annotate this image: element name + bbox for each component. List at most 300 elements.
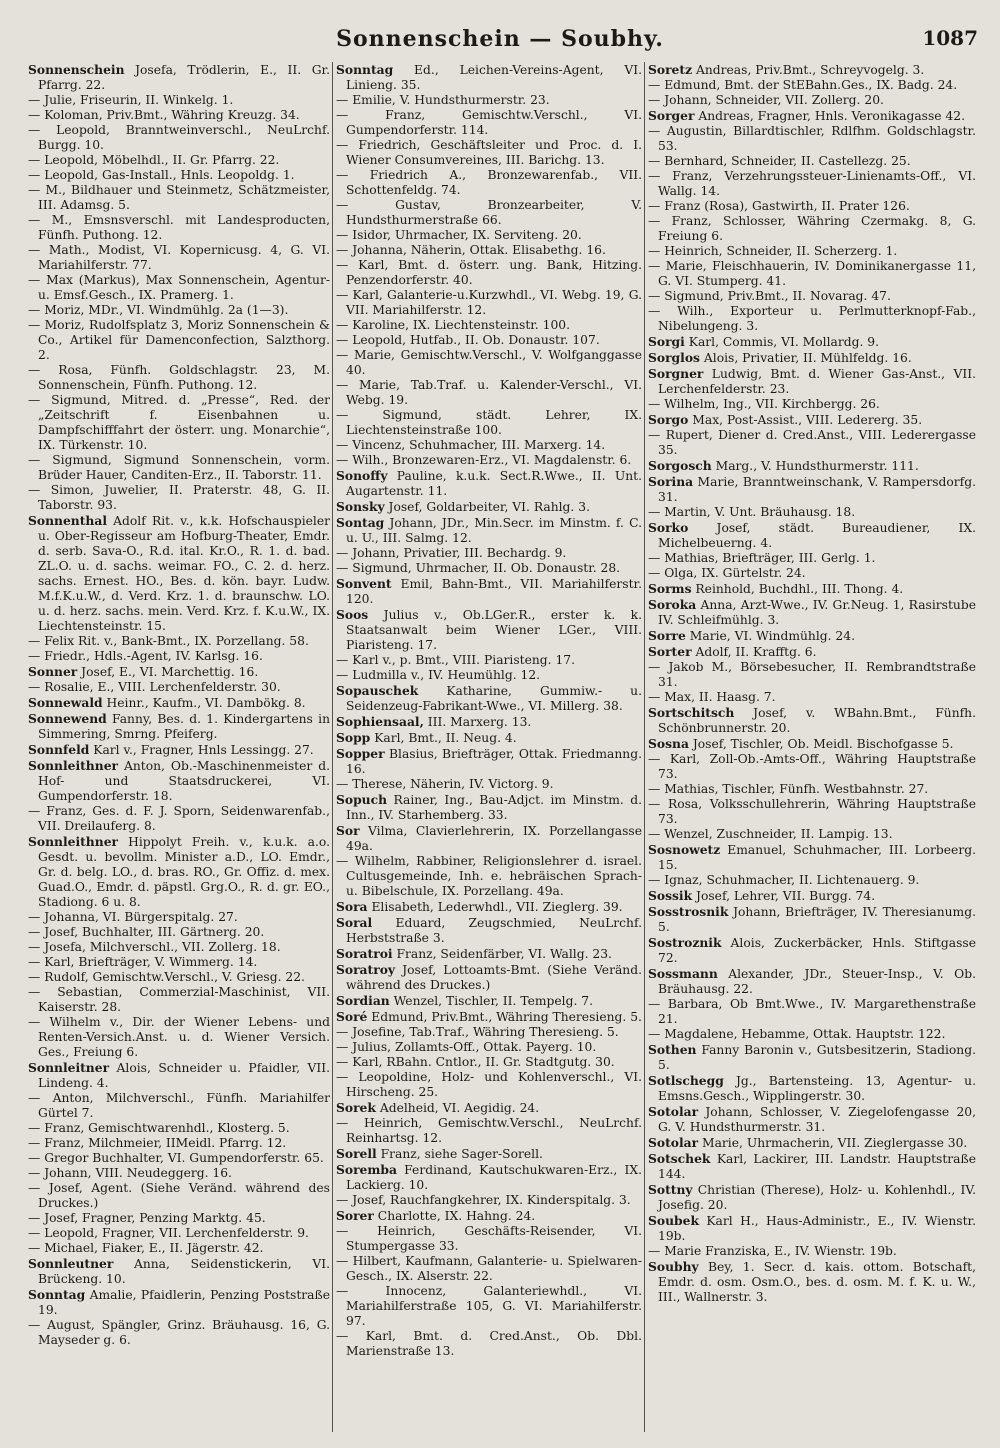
directory-entry xyxy=(28,925,330,940)
entry-surname: Sotschek xyxy=(648,1151,711,1166)
directory-entry xyxy=(28,1151,330,1166)
directory-entry xyxy=(28,680,330,695)
entry-surname: Sottny xyxy=(648,1182,693,1197)
entry-surname: Sor xyxy=(336,823,360,838)
entry-text: — Julie, Friseurin, II. Winkelg. 1. xyxy=(28,93,234,107)
column-1 xyxy=(28,62,330,1442)
entry-text: — Martin, V. Unt. Bräuhausg. 18. xyxy=(648,505,856,519)
entry-surname: Soubek xyxy=(648,1213,699,1228)
entry-text: — Julius, Zollamts-Off., Ottak. Payerg. 10. xyxy=(336,1040,597,1054)
entry-text: — Gustav, Bronzearbeiter, V. Hundsthurmerstraße 66. xyxy=(336,198,642,227)
entry-text: Johann, JDr., Min.Secr. im Minstm. f. C. u. U., III. Salmg. 12. xyxy=(346,516,642,545)
directory-entry xyxy=(28,1287,330,1318)
directory-entry xyxy=(648,199,976,214)
entry-text: — Karl, Bmt. d. Cred.Anst., Ob. Dbl. Marienstraße 13. xyxy=(336,1329,642,1358)
directory-entry xyxy=(28,1256,330,1287)
directory-entry xyxy=(336,899,642,915)
directory-entry xyxy=(28,1318,330,1348)
entry-surname: Sosnowetz xyxy=(648,842,721,857)
entry-text: Reinhold, Buchdhl., III. Thong. 4. xyxy=(691,582,904,596)
directory-entry xyxy=(648,628,976,644)
directory-entry xyxy=(336,198,642,228)
entry-text: Josefa, Trödlerin, E., II. Gr. Pfarrg. 22. xyxy=(38,63,330,92)
directory-entry xyxy=(28,1015,330,1060)
entry-text: — Franz, Verzehrungssteuer-Linienamts-Off., VI. Wallg. 14. xyxy=(648,169,976,198)
directory-entry xyxy=(648,597,976,628)
entry-text: Andreas, Priv.Bmt., Schreyvogelg. 3. xyxy=(692,63,925,77)
entry-text: — Moriz, Rudolfsplatz 3, Moriz Sonnenschein & Co., Artikel für Damenconfection, Salzthorg. 2. xyxy=(28,318,330,362)
directory-entry xyxy=(336,668,642,683)
entry-surname: Sonnleutner xyxy=(28,1256,114,1271)
directory-entry xyxy=(28,318,330,363)
directory-entry xyxy=(28,1060,330,1091)
directory-entry xyxy=(28,711,330,742)
entry-surname: Sorgner xyxy=(648,366,704,381)
directory-entry xyxy=(336,1193,642,1208)
entry-text: — Leopold, Möbelhdl., II. Gr. Pfarrg. 22. xyxy=(28,153,280,167)
entry-text: — Leopoldine, Holz- und Kohlenverschl., VI. Hirscheng. 25. xyxy=(336,1070,642,1099)
entry-text: — Johann, VIII. Neudeggerg. 16. xyxy=(28,1166,232,1180)
entry-text: Max, Post-Assist., VIII. Ledererg. 35. xyxy=(688,413,923,427)
entry-text: — Rosa, Fünfh. Goldschlagstr. 23, M. Sonnenschein, Fünfh. Puthong. 12. xyxy=(28,363,330,392)
directory-entry xyxy=(28,649,330,664)
entry-text: Josef, v. WBahn.Bmt., Fünfh. Schönbrunnerstr. 20. xyxy=(658,706,976,735)
directory-entry xyxy=(28,1091,330,1121)
directory-entry xyxy=(648,259,976,289)
directory-entry xyxy=(28,363,330,393)
entry-surname: Sossik xyxy=(648,888,693,903)
entry-text: — August, Spängler, Grinz. Bräuhausg. 16, G. Mayseder g. 6. xyxy=(28,1318,330,1347)
directory-entry xyxy=(648,827,976,842)
directory-entry xyxy=(648,797,976,827)
entry-text: Edmund, Priv.Bmt., Währing Theresieng. 5. xyxy=(367,1010,642,1024)
directory-entry xyxy=(28,1211,330,1226)
entry-text: — Karl, Briefträger, V. Wimmerg. 14. xyxy=(28,955,258,969)
entry-surname: Sorgo xyxy=(648,412,689,427)
entry-text: Bey, 1. Secr. d. kais. ottom. Botschaft, Emdr. d. osm. Osm.O., bes. d. osm. M. f. K. u. W., III., Wallnerstr. 3. xyxy=(658,1260,976,1304)
entry-text: — Johanna, Näherin, Ottak. Elisabethg. 16. xyxy=(336,243,606,257)
directory-entry xyxy=(648,428,976,458)
directory-entry xyxy=(648,334,976,350)
entry-surname: Sonoffy xyxy=(336,468,388,483)
entry-surname: Sorko xyxy=(648,520,689,535)
entry-text: — Sigmund, städt. Lehrer, IX. Liechtensteinstraße 100. xyxy=(336,408,642,437)
directory-entry xyxy=(336,777,642,792)
directory-entry xyxy=(648,566,976,581)
entry-text: — Leopold, Branntweinverschl., NeuLrchf. Burgg. 10. xyxy=(28,123,330,152)
entry-surname: Sonner xyxy=(28,664,78,679)
entry-text: — M., Emsnsverschl. mit Landesproducten, Fünfh. Puthong. 12. xyxy=(28,213,330,242)
entry-text: Katharine, Gummiw.- u. Seidenzeug-Fabrikant-Wwe., VI. Millerg. 38. xyxy=(346,684,642,713)
directory-entry xyxy=(28,168,330,183)
directory-entry xyxy=(336,168,642,198)
entry-text: — M., Bildhauer und Steinmetz, Schätzmeister, III. Adamsg. 5. xyxy=(28,183,330,212)
directory-entry xyxy=(648,935,976,966)
directory-entry xyxy=(648,412,976,428)
entry-surname: Sorina xyxy=(648,474,694,489)
directory-entry xyxy=(28,123,330,153)
directory-entry xyxy=(336,1025,642,1040)
entry-surname: Soral xyxy=(336,915,373,930)
entry-text: — Franz, Gemischtwarenhdl., Klosterg. 5. xyxy=(28,1121,290,1135)
entry-text: Alois, Zuckerbäcker, Hnls. Stiftgasse 72. xyxy=(658,936,976,965)
entry-text: III. Marxerg. 13. xyxy=(423,715,532,729)
running-title: Sonnenschein — Soubhy. xyxy=(336,26,664,52)
directory-entry xyxy=(648,154,976,169)
directory-entry xyxy=(336,683,642,714)
directory-entry xyxy=(648,888,976,904)
entry-text: Marie, VI. Windmühlg. 24. xyxy=(685,629,855,643)
entry-text: Fanny, Bes. d. 1. Kindergartens in Simmering, Smrng. Pfeiferg. xyxy=(38,712,330,741)
directory-entry xyxy=(336,714,642,730)
entry-text: — Innocenz, Galanteriewhdl., VI. Mariahilferstraße 105, G. VI. Mariahilferstr. 97. xyxy=(336,1284,642,1328)
entry-text: — Franz (Rosa), Gastwirth, II. Prater 126. xyxy=(648,199,910,213)
directory-entry xyxy=(28,834,330,910)
directory-entry xyxy=(336,1055,642,1070)
directory-entry xyxy=(648,705,976,736)
entry-text: — Karl v., p. Bmt., VIII. Piaristeng. 17. xyxy=(336,653,576,667)
entry-text: — Friedrich A., Bronzewarenfab., VII. Schottenfeldg. 74. xyxy=(336,168,642,197)
entry-text: Andreas, Fragner, Hnls. Veronikagasse 42. xyxy=(694,109,966,123)
directory-entry xyxy=(336,576,642,607)
directory-entry xyxy=(336,108,642,138)
directory-entry xyxy=(28,664,330,680)
directory-entry xyxy=(648,62,976,78)
column-divider xyxy=(644,62,645,1432)
directory-entry xyxy=(28,1226,330,1241)
entry-surname: Soratroi xyxy=(336,946,393,961)
directory-entry xyxy=(28,93,330,108)
entry-surname: Sonnleithner xyxy=(28,834,118,849)
directory-entry xyxy=(336,138,642,168)
entry-text: — Rosalie, E., VIII. Lerchenfelderstr. 30. xyxy=(28,680,281,694)
directory-entry xyxy=(648,505,976,520)
entry-text: Josef, städt. Bureaudiener, IX. Michelbeuerng. 4. xyxy=(658,521,976,550)
entry-surname: Sophiensaal, xyxy=(336,714,424,729)
directory-entry xyxy=(28,1181,330,1211)
directory-entry xyxy=(648,1182,976,1213)
directory-entry xyxy=(28,108,330,123)
directory-entry xyxy=(336,746,642,777)
directory-entry xyxy=(648,1151,976,1182)
directory-entry xyxy=(648,108,976,124)
directory-entry xyxy=(28,1241,330,1256)
entry-text: — Therese, Näherin, IV. Victorg. 9. xyxy=(336,777,554,791)
entry-text: — Wenzel, Zuschneider, II. Lampig. 13. xyxy=(648,827,893,841)
directory-entry xyxy=(28,742,330,758)
directory-entry xyxy=(648,690,976,705)
entry-text: Josef, Goldarbeiter, VI. Rahlg. 3. xyxy=(384,500,590,514)
directory-entry xyxy=(648,1244,976,1259)
directory-entry xyxy=(648,124,976,154)
entry-surname: Sosstrosnik xyxy=(648,904,729,919)
directory-entry xyxy=(28,1136,330,1151)
entry-text: — Rupert, Diener d. Cred.Anst., VIII. Lederergasse 35. xyxy=(648,428,976,457)
entry-surname: Sopp xyxy=(336,730,371,745)
entry-text: — Josef, Agent. (Siehe Veränd. während des Druckes.) xyxy=(28,1181,330,1210)
directory-entry xyxy=(336,515,642,546)
entry-surname: Sotolar xyxy=(648,1104,699,1119)
entry-text: — Felix Rit. v., Bank-Bmt., IX. Porzellang. 58. xyxy=(28,634,309,648)
directory-entry xyxy=(648,997,976,1027)
entry-text: Amalie, Pfaidlerin, Penzing Poststraße 19. xyxy=(38,1288,330,1317)
entry-text: Wenzel, Tischler, II. Tempelg. 7. xyxy=(389,994,594,1008)
directory-entry xyxy=(336,378,642,408)
entry-surname: Sorgosch xyxy=(648,458,712,473)
entry-text: Josef, E., VI. Marchettig. 16. xyxy=(77,665,259,679)
entry-text: — Koloman, Priv.Bmt., Währing Kreuzg. 34. xyxy=(28,108,300,122)
directory-entry xyxy=(648,458,976,474)
entry-text: Johann, Schlosser, V. Ziegelofengasse 20, G. V. Hundsthurmerstr. 31. xyxy=(658,1105,976,1134)
entry-text: — Friedr., Hdls.-Agent, IV. Karlsg. 16. xyxy=(28,649,263,663)
entry-surname: Sordian xyxy=(336,993,390,1008)
directory-entry xyxy=(28,970,330,985)
directory-entry xyxy=(336,1208,642,1224)
directory-entry xyxy=(648,244,976,259)
entry-text: — Sigmund, Mitred. d. „Presse“, Red. der „Zeitschrift f. Eisenbahnen u. Dampfschifffahrt der österr. ung. Monarchie“, IX. Türkenstr. 10. xyxy=(28,393,330,452)
entry-surname: Sonsky xyxy=(336,499,385,514)
entry-text: — Johann, Privatier, III. Bechardg. 9. xyxy=(336,546,567,560)
directory-entry xyxy=(28,453,330,483)
entry-surname: Sora xyxy=(336,899,368,914)
entry-surname: Sopuch xyxy=(336,792,388,807)
entry-text: — Max (Markus), Max Sonnenschein, Agentur- u. Emsf.Gesch., IX. Pramerg. 1. xyxy=(28,273,330,302)
directory-entry xyxy=(336,258,642,288)
directory-entry xyxy=(28,804,330,834)
entry-text: Anton, Ob.-Maschinenmeister d. Hof- und Staatsdruckerei, VI. Gumpendorferstr. 18. xyxy=(38,759,330,803)
directory-entry xyxy=(336,1009,642,1025)
entry-text: Josef, Tischler, Ob. Meidl. Bischofgasse 5. xyxy=(688,737,954,751)
entry-text: — Hilbert, Kaufmann, Galanterie- u. Spielwaren-Gesch., IX. Alserstr. 22. xyxy=(336,1254,642,1283)
entry-text: Heinr., Kaufm., VI. Dambökg. 8. xyxy=(102,696,306,710)
directory-entry xyxy=(648,304,976,334)
directory-entry xyxy=(648,78,976,93)
directory-entry xyxy=(28,910,330,925)
entry-text: Jg., Bartensteing. 13, Agentur- u. Emsns.Gesch., Wipplingerstr. 30. xyxy=(658,1074,976,1103)
entry-surname: Sopauschek xyxy=(336,683,419,698)
directory-entry xyxy=(648,966,976,997)
entry-text: — Augustin, Billardtischler, Rdlfhm. Goldschlagstr. 53. xyxy=(648,124,976,153)
entry-text: — Simon, Juwelier, II. Praterstr. 48, G. II. Taborstr. 93. xyxy=(28,483,330,512)
entry-text: — Olga, IX. Gürtelstr. 24. xyxy=(648,566,806,580)
entry-text: Karl v., Fragner, Hnls Lessingg. 27. xyxy=(89,743,314,757)
entry-text: — Jakob M., Börsebesucher, II. Rembrandtstraße 31. xyxy=(648,660,976,689)
entry-text: — Wilh., Exporteur u. Perlmutterknopf-Fab., Nibelungeng. 3. xyxy=(648,304,976,333)
directory-entry xyxy=(336,993,642,1009)
directory-entry xyxy=(648,93,976,108)
entry-text: — Edmund, Bmt. der StEBahn.Ges., IX. Badg. 24. xyxy=(648,78,958,92)
directory-entry xyxy=(28,393,330,453)
directory-entry xyxy=(336,730,642,746)
directory-entry xyxy=(648,551,976,566)
directory-entry xyxy=(336,946,642,962)
entry-text: — Sebastian, Commerzial-Maschinist, VII. Kaiserstr. 28. xyxy=(28,985,330,1014)
directory-entry xyxy=(336,453,642,468)
directory-entry xyxy=(336,243,642,258)
entry-text: Adolf Rit. v., k.k. Hofschauspieler u. Ober-Regisseur am Hofburg-Theater, Emdr. d. serb. Sava-O., R.d. ital. Kr.O., R. 1. d. bad. ZL.O. u. d. sachs. weimar. FO., C. 2. d. herz. sachs. Ernest. HO., Bes. d. kön. bayr. Ludw. M.f.K.u.W., d. Verd. Krz. 1. d. braunschw. LO. u. d. herz. sachs. mein. Verd. Krz. f. K.u.W., IX. Liechtensteinstr. 15. xyxy=(38,514,330,633)
entry-text: — Moriz, MDr., VI. Windmühlg. 2a (1—3). xyxy=(28,303,289,317)
entry-text: — Leopold, Hutfab., II. Ob. Donaustr. 107. xyxy=(336,333,600,347)
entry-text: — Wilhelm v., Dir. der Wiener Lebens- und Renten-Versich.Anst. u. d. Wiener Versich. Ges., Freiung 6. xyxy=(28,1015,330,1059)
entry-surname: Sotolar xyxy=(648,1135,699,1150)
page-number: 1087 xyxy=(922,26,978,50)
directory-entry xyxy=(336,1224,642,1254)
directory-entry xyxy=(336,1329,642,1359)
entry-text: — Ignaz, Schuhmacher, II. Lichtenauerg. 9. xyxy=(648,873,920,887)
entry-text: — Heinrich, Geschäfts-Reisender, VI. Stumpergasse 33. xyxy=(336,1224,642,1253)
entry-text: Christian (Therese), Holz- u. Kohlenhdl., IV. Josefig. 20. xyxy=(658,1183,976,1212)
entry-text: Anna, Seidenstickerin, VI. Brückeng. 10. xyxy=(38,1257,330,1286)
entry-surname: Sonntag xyxy=(28,1287,86,1302)
entry-text: — Math., Modist, VI. Kopernicusg. 4, G. VI. Mariahilferstr. 77. xyxy=(28,243,330,272)
entry-text: — Magdalene, Hebamme, Ottak. Hauptstr. 122. xyxy=(648,1027,946,1041)
entry-surname: Sothen xyxy=(648,1042,697,1057)
directory-entry xyxy=(648,366,976,397)
entry-surname: Sonnenschein xyxy=(28,62,125,77)
entry-surname: Sorell xyxy=(336,1146,377,1161)
entry-surname: Sonntag xyxy=(336,62,394,77)
entry-surname: Sontag xyxy=(336,515,385,530)
directory-entry xyxy=(336,653,642,668)
entry-text: — Wilh., Bronzewaren-Erz., VI. Magdalenstr. 6. xyxy=(336,453,632,467)
entry-text: Karl, Lackirer, III. Landstr. Hauptstraße 144. xyxy=(658,1152,976,1181)
entry-surname: Sonnleithner xyxy=(28,758,118,773)
entry-surname: Sopper xyxy=(336,746,385,761)
entry-surname: Soroka xyxy=(648,597,697,612)
column-divider xyxy=(332,62,333,1432)
entry-text: — Mathias, Tischler, Fünfh. Westbahnstr. 27. xyxy=(648,782,929,796)
directory-entry xyxy=(28,695,330,711)
entry-surname: Sorms xyxy=(648,581,692,596)
directory-entry xyxy=(28,213,330,243)
entry-text: Alois, Privatier, II. Mühlfeldg. 16. xyxy=(699,351,912,365)
directory-entry xyxy=(648,904,976,935)
entry-surname: Sorre xyxy=(648,628,686,643)
entry-text: Karl H., Haus-Administr., E., IV. Wienstr. 19b. xyxy=(658,1214,976,1243)
directory-entry xyxy=(648,214,976,244)
entry-text: — Josefa, Milchverschl., VII. Zollerg. 18. xyxy=(28,940,281,954)
directory-entry xyxy=(28,273,330,303)
entry-text: — Karoline, IX. Liechtensteinstr. 100. xyxy=(336,318,570,332)
entry-text: — Franz, Milchmeier, IIMeidl. Pfarrg. 12. xyxy=(28,1136,287,1150)
entry-text: Adolf, II. Krafftg. 6. xyxy=(691,645,817,659)
entry-text: — Max, II. Haasg. 7. xyxy=(648,690,776,704)
entry-text: — Karl, Zoll-Ob.-Amts-Off., Währing Hauptstraße 73. xyxy=(648,752,976,781)
directory-entry xyxy=(648,1042,976,1073)
entry-text: — Karl, Bmt. d. österr. ung. Bank, Hitzing. Penzendorferstr. 40. xyxy=(336,258,642,287)
directory-entry xyxy=(648,169,976,199)
entry-text: Blasius, Briefträger, Ottak. Friedmanng. 16. xyxy=(346,747,642,776)
entry-text: — Rudolf, Gemischtw.Verschl., V. Griesg. 22. xyxy=(28,970,305,984)
directory-entry xyxy=(336,915,642,946)
directory-entry xyxy=(28,955,330,970)
directory-entry xyxy=(336,499,642,515)
entry-text: — Mathias, Briefträger, III. Gerlg. 1. xyxy=(648,551,876,565)
directory-entry xyxy=(336,93,642,108)
directory-entry xyxy=(336,1162,642,1193)
entry-surname: Sosna xyxy=(648,736,689,751)
directory-entry xyxy=(648,873,976,888)
directory-entry xyxy=(28,513,330,634)
entry-text: Josef, Lottoamts-Bmt. (Siehe Veränd. während des Druckes.) xyxy=(346,963,642,992)
entry-surname: Sossmann xyxy=(648,966,718,981)
entry-text: Ed., Leichen-Vereins-Agent, VI. Linieng. 35. xyxy=(346,63,642,92)
directory-entry xyxy=(648,1073,976,1104)
entry-text: — Franz, Ges. d. F. J. Sporn, Seidenwarenfab., VII. Dreilauferg. 8. xyxy=(28,804,330,833)
column-3 xyxy=(648,62,976,1442)
entry-text: — Leopold, Fragner, VII. Lerchenfelderstr. 9. xyxy=(28,1226,309,1240)
entry-text: — Heinrich, Gemischtw.Verschl., NeuLrchf. Reinhartsg. 12. xyxy=(336,1116,642,1145)
entry-text: Vilma, Clavierlehrerin, IX. Porzellangasse 49a. xyxy=(346,824,642,853)
directory-entry xyxy=(28,985,330,1015)
directory-entry xyxy=(336,1040,642,1055)
entry-text: — Marie Franziska, E., IV. Wienstr. 19b. xyxy=(648,1244,897,1258)
entry-text: — Marie, Tab.Traf. u. Kalender-Verschl., VI. Webg. 19. xyxy=(336,378,642,407)
entry-surname: Sorer xyxy=(336,1208,374,1223)
directory-entry xyxy=(648,397,976,412)
directory-entry xyxy=(336,333,642,348)
entry-text: — Bernhard, Schneider, II. Castellezg. 25. xyxy=(648,154,911,168)
directory-entry xyxy=(336,348,642,378)
directory-entry xyxy=(648,752,976,782)
entry-surname: Sonnfeld xyxy=(28,742,90,757)
directory-entry xyxy=(28,1166,330,1181)
entry-surname: Sortschitsch xyxy=(648,705,735,720)
entry-surname: Soretz xyxy=(648,62,693,77)
entry-text: Josef, Lehrer, VII. Burgg. 74. xyxy=(692,889,876,903)
entry-text: Anna, Arzt-Wwe., IV. Gr.Neug. 1, Rasirstube IV. Schleifmühlg. 3. xyxy=(658,598,976,627)
directory-entry xyxy=(336,1254,642,1284)
entry-text: — Karl, RBahn. Cntlor., II. Gr. Stadtgutg. 30. xyxy=(336,1055,615,1069)
directory-entry xyxy=(28,483,330,513)
entry-text: Franz, siehe Sager-Sorell. xyxy=(376,1147,543,1161)
directory-entry xyxy=(28,758,330,804)
directory-entry xyxy=(648,1135,976,1151)
entry-text: Alexander, JDr., Steuer-Insp., V. Ob. Bräuhausg. 22. xyxy=(658,967,976,996)
entry-text: — Sigmund, Priv.Bmt., II. Novarag. 47. xyxy=(648,289,891,303)
entry-surname: Sonnewend xyxy=(28,711,107,726)
entry-surname: Sonnleitner xyxy=(28,1060,110,1075)
entry-text: — Ludmilla v., IV. Heumühlg. 12. xyxy=(336,668,541,682)
column-2 xyxy=(336,62,642,1442)
entry-text: — Josef, Rauchfangkehrer, IX. Kinderspitalg. 3. xyxy=(336,1193,631,1207)
directory-entry xyxy=(336,228,642,243)
entry-text: Charlotte, IX. Hahng. 24. xyxy=(373,1209,536,1223)
directory-entry xyxy=(648,842,976,873)
entry-text: Fanny Baronin v., Gutsbesitzerin, Stadiong. 5. xyxy=(658,1043,976,1072)
entry-surname: Sorek xyxy=(336,1100,376,1115)
directory-entry xyxy=(336,1116,642,1146)
entry-surname: Soratroy xyxy=(336,962,396,977)
directory-entry xyxy=(336,854,642,899)
directory-entry xyxy=(648,736,976,752)
entry-text: — Josefine, Tab.Traf., Währing Theresieng. 5. xyxy=(336,1025,619,1039)
entry-text: Rainer, Ing., Bau-Adjct. im Minstm. d. Inn., IV. Starhemberg. 33. xyxy=(346,793,642,822)
entry-surname: Sotlschegg xyxy=(648,1073,724,1088)
entry-text: — Marie, Fleischhauerin, IV. Dominikanergasse 11, G. VI. Stumperg. 41. xyxy=(648,259,976,288)
entry-text: — Wilhelm, Ing., VII. Kirchbergg. 26. xyxy=(648,397,880,411)
page-header xyxy=(0,26,1000,60)
directory-entry xyxy=(648,782,976,797)
entry-text: Marie, Uhrmacherin, VII. Zieglergasse 30. xyxy=(698,1136,968,1150)
entry-surname: Sostroznik xyxy=(648,935,722,950)
directory-entry xyxy=(336,438,642,453)
entry-text: — Wilhelm, Rabbiner, Religionslehrer d. israel. Cultusgemeinde, Inh. e. hebräischen Sprach- u. Bibelschule, IX. Porzellang. 49a. xyxy=(336,854,642,898)
directory-entry xyxy=(648,1104,976,1135)
entry-text: Emanuel, Schuhmacher, III. Lorbeerg. 15. xyxy=(658,843,976,872)
entry-text: Marie, Branntweinschank, V. Rampersdorfg. 31. xyxy=(658,475,976,504)
directory-entry xyxy=(336,561,642,576)
